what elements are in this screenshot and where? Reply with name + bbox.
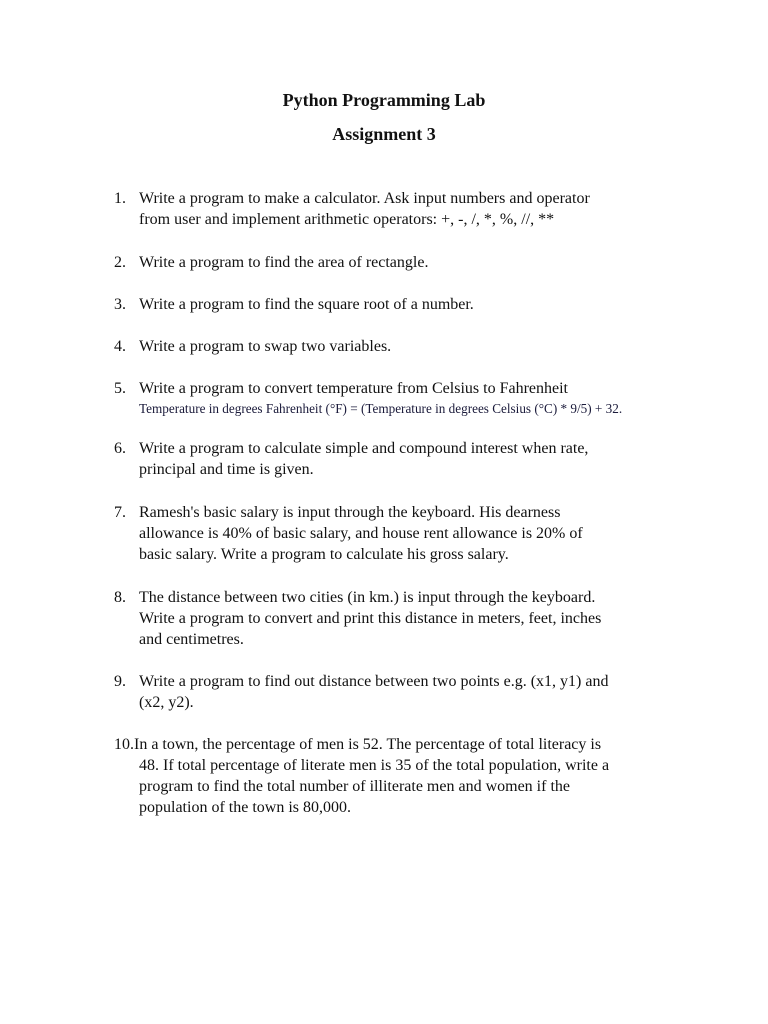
question-9 xyxy=(114,671,714,713)
question-line: Write a program to find the square root of a number. xyxy=(139,296,474,313)
question-line: population of the town is 80,000. xyxy=(139,799,351,816)
question-text xyxy=(139,438,714,480)
question-line: allowance is 40% of basic salary, and house rent allowance is 20% of xyxy=(139,525,583,542)
question-line: Write a program to calculate simple and compound interest when rate, xyxy=(139,440,589,457)
question-line: Write a program to find the area of rectangle. xyxy=(139,254,429,271)
question-line: (x2, y2). xyxy=(139,694,194,711)
question-number: 2. xyxy=(114,254,126,271)
question-text xyxy=(139,378,714,418)
question-line: from user and implement arithmetic operators: +, -, /, *, %, //, ** xyxy=(139,211,555,228)
question-line: principal and time is given. xyxy=(139,461,314,478)
question-3 xyxy=(114,294,714,315)
question-number: 9. xyxy=(114,673,126,690)
question-text xyxy=(114,734,714,818)
question-number: 6. xyxy=(114,440,126,457)
question-2 xyxy=(114,252,714,273)
question-line: Write a program to swap two variables. xyxy=(139,338,392,355)
question-line: and centimetres. xyxy=(139,631,244,648)
question-line: Write a program to make a calculator. Ask input numbers and operator xyxy=(139,190,590,207)
question-line: The distance between two cities (in km.) is input through the keyboard. xyxy=(139,589,596,606)
question-5 xyxy=(114,378,714,418)
question-line: 48. If total percentage of literate men is 35 of the total population, write a xyxy=(139,757,610,774)
question-8 xyxy=(114,587,714,650)
question-text xyxy=(139,502,714,565)
question-number: 3. xyxy=(114,296,126,313)
question-text xyxy=(139,671,714,713)
question-line: program to find the total number of illiterate men and women if the xyxy=(139,778,570,795)
question-line: Write a program to convert temperature from Celsius to Fahrenheit xyxy=(139,380,568,397)
question-text xyxy=(139,188,714,230)
question-number: 1. xyxy=(114,190,126,207)
question-number: 7. xyxy=(114,504,126,521)
question-line-first xyxy=(114,734,714,755)
document-title: Python Programming Lab xyxy=(282,90,486,110)
question-text xyxy=(139,336,714,357)
question-text xyxy=(139,252,714,273)
question-line: In a town, the percentage of men is 52. The percentage of total literacy is xyxy=(134,736,602,753)
question-line: Write a program to convert and print this distance in meters, feet, inches xyxy=(139,610,602,627)
question-number: 8. xyxy=(114,589,126,606)
question-4 xyxy=(114,336,714,357)
question-text xyxy=(139,587,714,650)
question-1 xyxy=(114,188,714,230)
question-6 xyxy=(114,438,714,480)
question-line: basic salary. Write a program to calculate his gross salary. xyxy=(139,546,509,563)
assignment-subtitle: Assignment 3 xyxy=(332,124,436,144)
question-number: 5. xyxy=(114,380,126,397)
question-text xyxy=(139,294,714,315)
question-7 xyxy=(114,502,714,565)
question-line: Write a program to find out distance between two points e.g. (x1, y1) and xyxy=(139,673,609,690)
temperature-formula: Temperature in degrees Fahrenheit (°F) = (Temperature in degrees Celsius (°C) * 9/5) + 32. xyxy=(139,401,623,416)
question-number: 4. xyxy=(114,338,126,355)
question-line: Ramesh's basic salary is input through the keyboard. His dearness xyxy=(139,504,561,521)
question-10 xyxy=(114,734,714,818)
question-number: 10. xyxy=(114,736,134,753)
